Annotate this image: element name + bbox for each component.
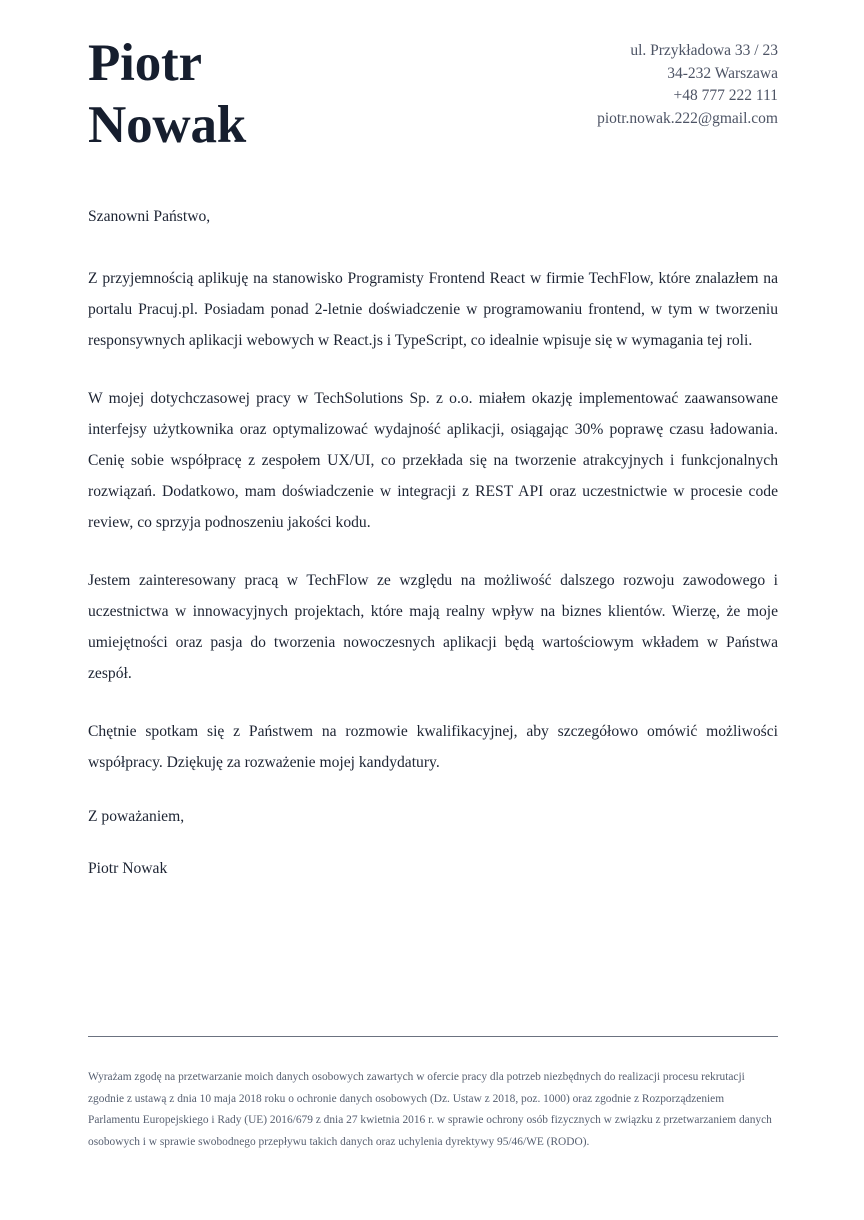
footer-divider <box>88 1036 778 1037</box>
letter-body <box>88 205 778 881</box>
contact-phone: +48 777 222 111 <box>673 87 778 104</box>
contact-city-postcode: 34-232 Warszawa <box>667 64 778 82</box>
body-paragraph-3: Jestem zainteresowany pracą w TechFlow ze względu na możliwość dalszego rozwoju zawodowego i uczestnictwa w innowacyjnych projektach, które mają realny wpływ na biznes klientów. Wierzę, że moje umiejętności oraz pasja do tworzenia nowoczesnych aplikacji będą wartościowym wkładem w Państwa zespół. <box>88 572 778 682</box>
header-region <box>88 0 778 168</box>
letter-header <box>88 0 778 168</box>
salutation: Szanowni Państwo, <box>88 208 211 225</box>
gdpr-consent-clause: Wyrażam zgodę na przetwarzanie moich danych osobowych zawartych w ofercie pracy dla potrzeb niezbędnych do realizacji procesu rekrutacji zgodnie z ustawą z dnia 10 maja 2018 roku o ochronie danych osobowych (Dz. Ustaw z 2018, poz. 1000) oraz zgodnie z Rozporządzeniem Parlamentu Europejskiego i Rady (UE) 2016/679 z dnia 27 kwietnia 2016 r. w sprawie ochrony osób fizycznych w związku z przetwarzaniem danych osobowych i w sprawie swobodnego przepływu takich danych oraz uchylenia dyrektywy 95/46/WE (RODO). <box>88 1071 772 1148</box>
body-paragraph-1: Z przyjemnością aplikuję na stanowisko Programisty Frontend React w firmie TechFlow, które znalazłem na portalu Pracuj.pl. Posiadam ponad 2-letnie doświadczenie w programowaniu frontend, w tym w tworzeniu responsywnych aplikacji webowych w React.js i TypeScript, co idealnie wpisuje się w wymagania tej roli. <box>88 270 778 349</box>
letter-footer <box>88 1036 778 1153</box>
contact-email: piotr.nowak.222@gmail.com <box>597 109 778 127</box>
contact-street-address: ul. Przykładowa 33 / 23 <box>630 42 778 59</box>
name-line-first: Piotr <box>88 34 202 92</box>
closing-phrase: Z poważaniem, <box>88 808 185 825</box>
signature-name: Piotr Nowak <box>88 860 168 877</box>
contact-details <box>418 40 778 130</box>
body-paragraph-4: Chętnie spotkam się z Państwem na rozmowie kwalifikacyjnej, aby szczegółowo omówić możliwości współpracy. Dziękuję za rozważenie mojej kandydatury. <box>88 723 778 771</box>
body-paragraph-2: W mojej dotychczasowej pracy w TechSolutions Sp. z o.o. miałem okazję implementować zaawansowane interfejsy użytkownika oraz optymalizować wydajność aplikacji, osiągając 30% poprawę czasu ładowania. Cenię sobie współpracę z zespołem UX/UI, co przekłada się na tworzenie atrakcyjnych i funkcjonalnych rozwiązań. Dodatkowo, mam doświadczenie w integracji z REST API oraz uczestnictwie w procesie code review, co sprzyja podnoszeniu jakości kodu. <box>88 390 778 531</box>
name-line-last: Nowak <box>88 96 247 154</box>
